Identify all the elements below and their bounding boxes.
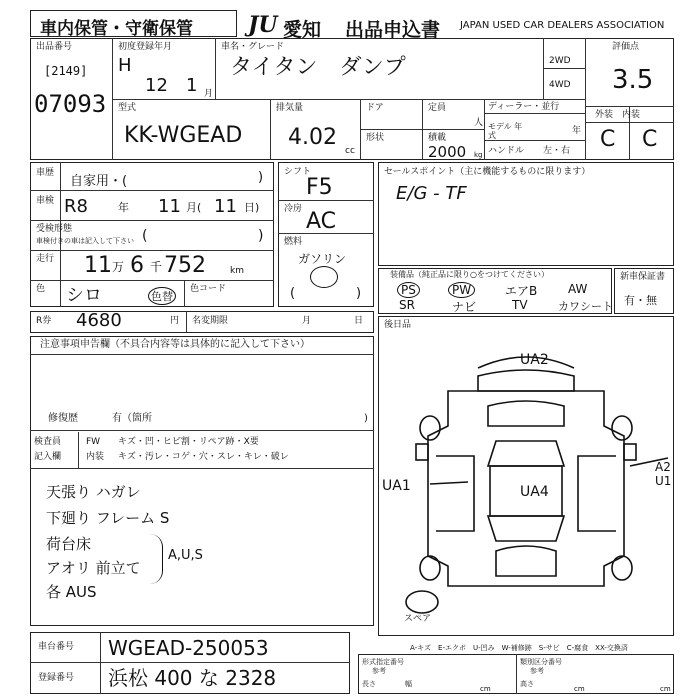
receive-form-open: ( — [142, 228, 148, 244]
history-value: 自家用・( — [70, 174, 128, 189]
fuel-circle-mark — [310, 266, 338, 288]
shift-label: シフト — [284, 167, 312, 177]
interior-grade: C — [642, 127, 658, 152]
mileage-label: 走行 — [36, 254, 55, 264]
inspector-note-5: 各 AUS — [46, 583, 97, 601]
model-name-value: タイタン ダンプ — [230, 55, 406, 80]
color-code-label: 色コード — [190, 284, 227, 294]
dealer-label: ディーラー・並行 — [488, 102, 560, 112]
recycle-unit: 円 — [170, 316, 180, 326]
inspector-note-4: アオリ 前立て — [46, 559, 141, 577]
equipment-sr: SR — [399, 298, 415, 312]
drive-4wd: 4WD — [549, 80, 571, 90]
inspection-era: R8 — [64, 196, 88, 217]
receive-form-label: 受検形態 — [36, 224, 73, 234]
ref-right-label: 類別区分番号 — [520, 658, 562, 666]
handle-label: ハンドル — [488, 146, 525, 156]
ref-width-label: 幅 — [405, 680, 412, 688]
mileage-sen: 6 — [130, 253, 144, 278]
receive-form-note: 車検付きの車は記入して下さい — [36, 237, 134, 245]
inspection-month: 11 — [158, 196, 181, 217]
shape-label: 形状 — [366, 133, 385, 143]
displacement-unit: cc — [345, 146, 355, 156]
org-name: 愛知 — [283, 19, 322, 41]
ref-height-unit: cm — [574, 685, 585, 693]
inspector-bracket-note: A,U,S — [168, 548, 203, 563]
ref-height-label: 高さ — [520, 680, 534, 688]
color-value: シロ — [66, 285, 102, 306]
model-year-unit: 年 — [572, 126, 582, 136]
repair-close: ) — [364, 413, 368, 424]
diagram-mark-left: UA1 — [382, 478, 411, 494]
receive-form-close: ) — [258, 228, 264, 244]
warranty-label: 新車保証書 — [620, 272, 666, 282]
sales-point-label: セールスポイント（主に機能するものに限ります） — [384, 167, 591, 177]
fuel-value: ガソリン — [298, 252, 347, 266]
fuel-open: ( — [290, 286, 296, 301]
load-label: 積載 — [428, 133, 447, 143]
spare-label: スペア — [404, 614, 432, 624]
damage-legend: A-キズ E-エクボ U-凹み W-補修跡 S-サビ C-腐食 XX-交換済 — [410, 644, 628, 652]
equipment-aw: AW — [568, 282, 588, 296]
history-close: ) — [258, 170, 264, 185]
mileage-rest: 752 — [164, 253, 206, 278]
ext-int-label: 外装 内装 — [595, 110, 641, 120]
equipment-airbag: エアB — [505, 284, 538, 298]
inspector-note-2: 下廻り フレーム S — [46, 509, 170, 527]
mileage-man: 11 — [84, 253, 112, 278]
ref-left-label: 形式指定番号 — [362, 658, 404, 666]
sales-point-line1: E/G - TF — [396, 183, 467, 204]
grade-label: 評価点 — [612, 42, 640, 52]
rear-label: 後日品 — [384, 320, 412, 330]
equipment-tv: TV — [512, 298, 528, 312]
grade-value: 3.5 — [612, 65, 654, 95]
name-change-label: 名変期限 — [192, 316, 229, 326]
diagram-mark-right: A2 U1 — [655, 460, 672, 488]
cooler-label: 冷房 — [284, 204, 303, 214]
mileage-sen-unit: 千 — [150, 260, 163, 274]
exterior-grade: C — [600, 127, 616, 152]
diagram-mark-center: UA4 — [520, 484, 549, 500]
model-year-label: モデル 年式 — [488, 122, 523, 140]
handle-opts: 左・右 — [543, 146, 571, 156]
notes-label: 注意事項申告欄（不具合内容等は具体的に記入して下さい） — [40, 339, 310, 350]
repair-value: 有（箇所 — [112, 413, 152, 424]
color-change: 色替 — [148, 287, 176, 305]
equipment-navi: ナビ — [452, 300, 477, 314]
model-name-label: 車名・グレード — [221, 42, 285, 52]
plate-label: 登録番号 — [38, 673, 75, 683]
equipment-pw: PW — [448, 282, 475, 298]
inspector-row2-prefix: 内装 — [86, 452, 105, 462]
equipment-ps: PS — [397, 282, 420, 298]
door-label: ドア — [366, 103, 384, 113]
recycle-value: 4680 — [76, 310, 122, 331]
mileage-unit: km — [230, 266, 244, 276]
inspection-year-unit: 年 — [118, 201, 129, 214]
inspector-bracket — [150, 534, 163, 584]
repair-label: 修復歴 — [48, 413, 78, 424]
inspection-day: 11 — [214, 196, 237, 217]
storage-label: 車内保管・守衛保管 — [40, 19, 193, 39]
registration-year: 12 — [145, 75, 168, 96]
shift-value: F5 — [306, 175, 333, 200]
diagram-mark-top: UA2 — [520, 352, 549, 368]
ref-left-sub: 参考 — [372, 667, 386, 675]
load-unit: kg — [474, 151, 483, 159]
inspector-note-1: 天張り ハガレ — [46, 483, 141, 501]
inspection-label: 車検 — [36, 196, 55, 206]
chassis-value: WGEAD-250053 — [108, 636, 269, 660]
lot-bracket: [2149] — [44, 64, 88, 78]
color-label: 色 — [36, 284, 46, 294]
inspector-label-1: 検査員 — [34, 437, 62, 447]
inspection-month-unit: 月( — [186, 201, 202, 214]
plate-value: 浜松 400 な 2328 — [108, 666, 277, 690]
equipment-label: 装備品（純正品に限り○をつけてください） — [390, 270, 549, 279]
displacement-label: 排気量 — [276, 103, 304, 113]
association-name: JAPAN USED CAR DEALERS ASSOCIATION — [460, 20, 665, 31]
lot-label: 出品番号 — [36, 42, 73, 52]
mileage-man-unit: 万 — [112, 260, 125, 274]
ref-length-label: 長さ — [362, 680, 376, 688]
recycle-label: R券 — [36, 316, 52, 326]
ref-weight-unit: cm — [660, 685, 671, 693]
warranty-value: 有・無 — [624, 294, 657, 307]
model-code-value: KK-WGEAD — [124, 123, 243, 148]
inspector-label-2: 記入欄 — [34, 452, 62, 462]
registration-label: 初度登録年月 — [118, 42, 173, 52]
inspector-row1: キズ・凹・ヒビ割・リペア跡・X要 — [118, 437, 259, 447]
registration-month: 1 — [186, 75, 198, 96]
registration-month-unit: 月 — [204, 89, 214, 99]
ref-right-sub: 参考 — [530, 667, 544, 675]
lot-number: 07093 — [34, 90, 107, 118]
chassis-label: 車台番号 — [38, 642, 75, 652]
model-code-label: 型式 — [118, 103, 137, 113]
inspector-row2: キズ・汚レ・コゲ・穴・スレ・キレ・破レ — [118, 452, 289, 462]
load-value: 2000 — [428, 143, 467, 161]
ref-length-unit: cm — [480, 685, 491, 693]
history-label: 車歴 — [36, 168, 55, 178]
sales-point-block — [378, 162, 674, 266]
fuel-label: 燃料 — [284, 237, 303, 247]
equipment-leather: カワシート — [558, 300, 613, 313]
inspector-row1-prefix: FW — [86, 437, 101, 447]
cooler-value: AC — [306, 209, 337, 234]
registration-era: H — [118, 55, 132, 76]
name-change-month: 月 — [302, 316, 312, 326]
displacement-value: 4.02 — [288, 125, 337, 150]
name-change-day: 日 — [354, 316, 364, 326]
inspection-day-unit: 日) — [244, 201, 260, 214]
drive-2wd: 2WD — [549, 56, 571, 66]
ju-logo: JU — [248, 12, 278, 38]
capacity-label: 定員 — [428, 103, 447, 113]
inspector-note-3: 荷台床 — [46, 535, 92, 553]
form-title: 出品申込書 — [345, 19, 441, 41]
fuel-close: ) — [356, 286, 362, 301]
capacity-unit: 人 — [474, 118, 484, 128]
